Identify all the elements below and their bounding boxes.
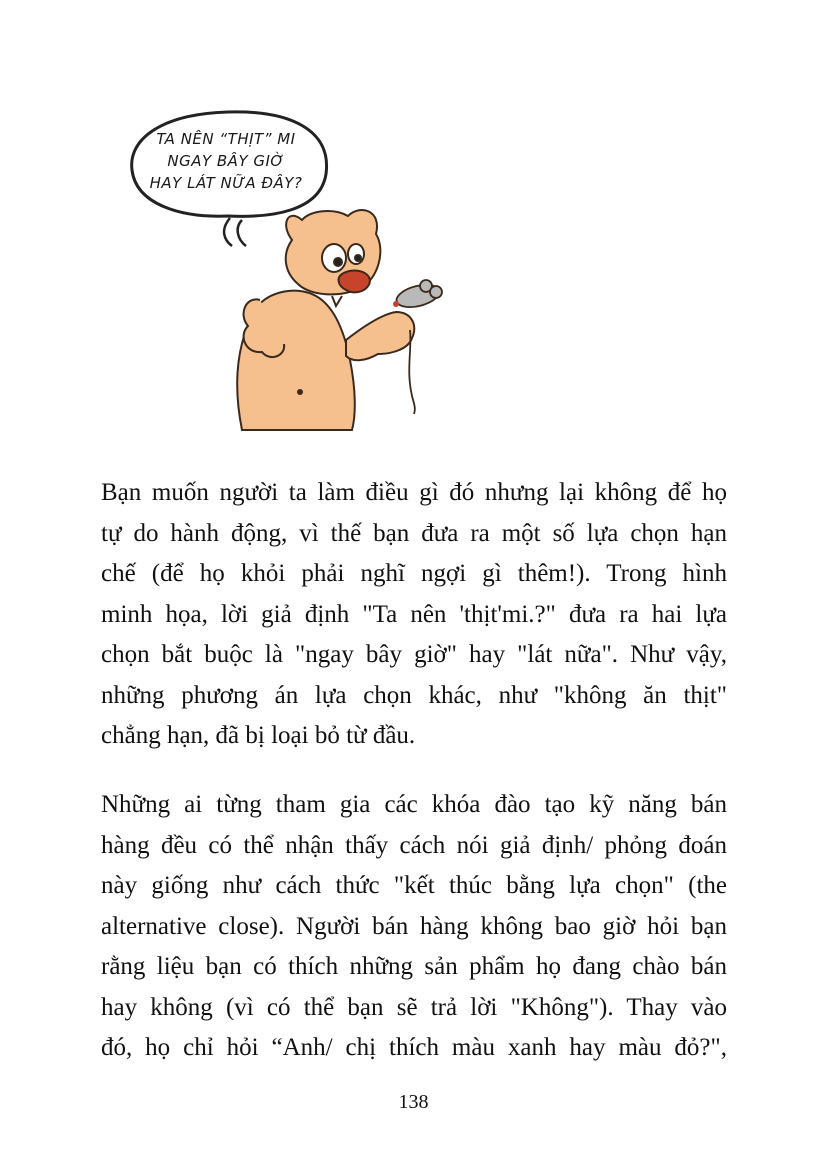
body-paragraph	[101, 785, 727, 1069]
body-paragraph	[101, 473, 727, 757]
cat-figure	[237, 210, 414, 430]
speech-line: HAY LÁT NỮA ĐÂY?	[149, 174, 303, 192]
text-line: hay không (vì có thể bạn sẽ trả lời "Không"). Thay vào	[101, 993, 727, 1021]
text-line: chế (để họ khỏi phải nghĩ ngợi gì thêm!). Trong hình	[101, 560, 727, 587]
text-line: alternative close). Người bán hàng không bao giờ hỏi bạn	[101, 912, 727, 940]
text-line: minh họa, lời giả định "Ta nên 'thịt'mi.?" đưa ra hai lựa	[101, 600, 727, 628]
text-line: đó, họ chỉ hỏi “Anh/ chị thích màu xanh hay màu đỏ?",	[101, 1034, 727, 1061]
text-line: này giống như cách thức "kết thúc bằng lựa chọn" (the	[101, 872, 727, 899]
text-line: chẳng hạn, đã bị loại bỏ từ đầu.	[101, 722, 416, 749]
text-line: chọn bắt buộc là "ngay bây giờ" hay "lát nữa". Như vậy,	[101, 641, 727, 668]
speech-line: NGAY BÂY GIỜ	[167, 152, 285, 170]
speech-line: TA NÊN “THỊT” MI	[156, 130, 296, 148]
text-line: Bạn muốn người ta làm điều gì đó nhưng lại không để họ	[101, 479, 727, 506]
text-line: hàng đều có thể nhận thấy cách nói giả định/ phỏng đoán	[101, 831, 727, 859]
text-line: những phương án lựa chọn khác, như "không ăn thịt"	[101, 681, 727, 709]
page-number: 138	[398, 1091, 429, 1113]
text-line: tự do hành động, vì thế bạn đưa ra một số lựa chọn hạn	[101, 519, 727, 547]
text-line: rằng liệu bạn có thích những sản phẩm họ đang chào bán	[101, 953, 727, 980]
text-line: Những ai từng tham gia các khóa đào tạo kỹ năng bán	[101, 791, 727, 818]
speech-bubble-text	[128, 128, 324, 194]
